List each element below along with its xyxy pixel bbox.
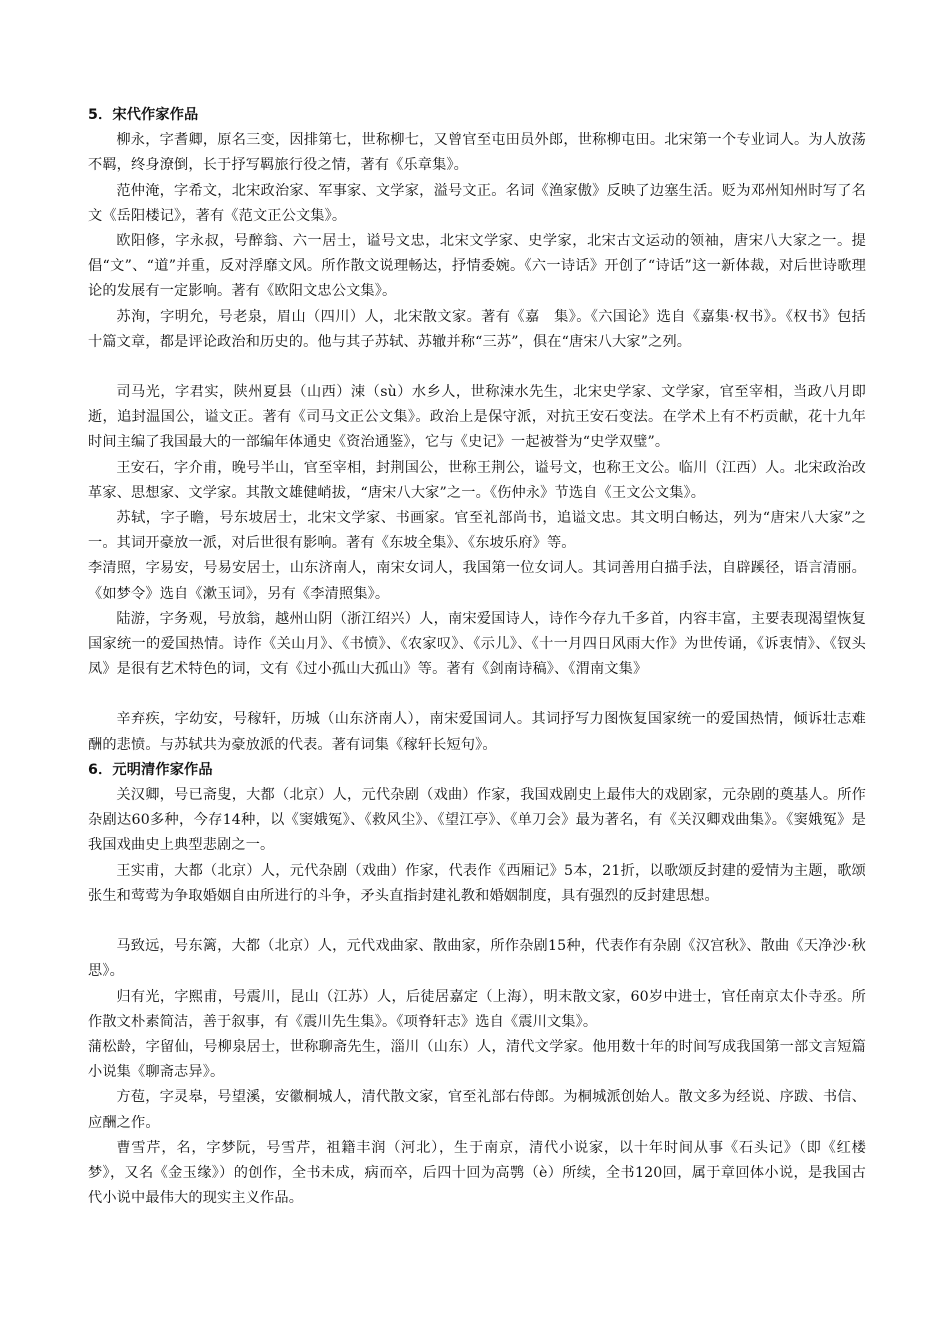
blank-line <box>88 682 866 707</box>
paragraph-su-xun: 苏洵，字明允，号老泉，眉山（四川）人，北宋散文家。著有《嘉 集》。《六国论》选自《嘉集·权书》。《权书》包括十篇文章，都是评论政治和历史的。他与其子苏轼、苏辙并称“三苏”，俱在“唐宋八大家”之列。 <box>88 308 866 350</box>
paragraph-li-qingzhao: 李清照，字易安，号易安居士，山东济南人，南宋女词人，我国第一位女词人。其词善用白描手法，自辟蹊径，语言清丽。《如梦令》选自《漱玉词》，另有《李清照集》。 <box>88 560 866 602</box>
paragraph-xin-qiji: 辛弃疾，字幼安，号稼轩，历城（山东济南人），南宋爱国词人。其词抒写力图恢复国家统一的爱国热情，倾诉壮志难酬的悲愤。与苏轼共为豪放派的代表。著有词集《稼轩长短句》。 <box>88 711 866 753</box>
paragraph-lu-you: 陆游，字务观，号放翁，越州山阴（浙江绍兴）人，南宋爱国诗人，诗作今存九千多首，内容丰富，主要表现渴望恢复国家统一的爱国热情。诗作《关山月》、《书愤》、《农家叹》、《示儿》、《十一月四日风雨大作》为世传诵，《诉衷情》、《钗头凤》是很有艺术特色的词，文有《过小孤山大孤山》等。著有《剑南诗稿》、《渭南文集》 <box>88 610 866 678</box>
paragraph-guan-hanqing: 关汉卿，号已斋叟，大都（北京）人，元代杂剧（戏曲）作家，我国戏剧史上最伟大的戏剧家，元杂剧的奠基人。所作杂剧达60多种，今存14种，以《窦娥冤》、《救风尘》、《望江亭》、《单刀会》最为著名，有《关汉卿戏曲集》。《窦娥冤》是我国戏曲史上典型悲剧之一。 <box>88 787 866 854</box>
paragraph-su-shi: 苏轼，字子瞻，号东坡居士，北宋文学家、书画家。官至礼部尚书，追谥文忠。其文明白畅达，列为“唐宋八大家”之一。其词开豪放一派，对后世很有影响。著有《东坡全集》、《东坡乐府》等。 <box>88 510 866 552</box>
document-page <box>88 103 866 1211</box>
section-heading-song: 5．宋代作家作品 <box>88 107 199 123</box>
paragraph-ouyang-xiu: 欧阳修，字永叔，号醉翁、六一居士，谥号文忠，北宋文学家、史学家，北宋古文运动的领袖，唐宋八大家之一。提倡“文”、“道”并重，反对浮靡文风。所作散文说理畅达，抒情委婉。《六一诗话》开创了“诗话”这一新体裁，对后世诗歌理论的发展有一定影响。著有《欧阳文忠公文集》。 <box>88 233 866 300</box>
paragraph-liu-yong: 柳永，字耆卿，原名三变，因排第七，世称柳七，又曾官至屯田员外郎，世称柳屯田。北宋第一个专业词人。为人放荡不羁，终身潦倒，长于抒写羁旅行役之情，著有《乐章集》。 <box>88 132 866 174</box>
paragraph-fang-bao: 方苞，字灵皋，号望溪，安徽桐城人，清代散文家，官至礼部右侍郎。为桐城派创始人。散文多为经说、序跋、书信、应酬之作。 <box>88 1089 866 1131</box>
paragraph-fan-zhongyan: 范仲淹，字希文，北宋政治家、军事家、文学家，溢号文正。名词《渔家傲》反映了边塞生活。贬为邓州知州时写了名文《岳阳楼记》，著有《范文正公文集》。 <box>88 182 866 224</box>
paragraph-cao-xueqin: 曹雪芹，名，字梦阮，号雪芹，祖籍丰润（河北），生于南京，清代小说家，以十年时间从事《石头记》（即《红楼梦》，又名《金玉缘》）的创作，全书未成，病而卒，后四十回为高鹗（è）所续，全书120回，属于章回体小说，是我国古代小说中最伟大的现实主义作品。 <box>88 1139 866 1207</box>
section-heading-yuan-ming-qing: 6．元明清作家作品 <box>88 761 213 778</box>
paragraph-pu-songling: 蒲松龄，字留仙，号柳泉居士，世称聊斋先生，淄川（山东）人，清代文学家。他用数十年的时间写成我国第一部文言短篇小说集《聊斋志异》。 <box>88 1038 866 1081</box>
paragraph-ma-zhiyuan: 马致远，号东篱，大都（北京）人，元代戏曲家、散曲家，所作杂剧15种，代表作有杂剧《汉宫秋》、散曲《天净沙·秋思》。 <box>88 938 866 980</box>
blank-line <box>88 355 866 380</box>
paragraph-wang-anshi: 王安石，字介甫，晚号半山，官至宰相，封荆国公，世称王荆公，谥号文，也称王文公。临川（江西）人。北宋政治改革家、思想家、文学家。其散文雄健峭拔，“唐宋八大家”之一。《伤仲永》节选自《王文公文集》。 <box>88 459 866 501</box>
paragraph-sima-guang: 司马光，字君实，陕州夏县（山西）涑（sù）水乡人，世称涑水先生，北宋史学家、文学家，官至宰相，当政八月即逝，追封温国公，谥文正。著有《司马文正公文集》。政治上是保守派，对抗王安石变法。在学术上有不朽贡献，花十九年时间主编了我国最大的一部编年体通史《资治通鉴》，它与《史记》一起被誉为“史学双璧”。 <box>88 384 866 451</box>
paragraph-gui-youguang: 归有光，字熙甫，号震川，昆山（江苏）人，后徒居嘉定（上海），明末散文家，60岁中进士，官任南京太仆寺丞。所作散文朴素简洁，善于叙事，有《震川先生集》。《项脊轩志》选自《震川文集》。 <box>88 988 866 1030</box>
paragraph-wang-shifu: 王实甫，大都（北京）人，元代杂剧（戏曲）作家，代表作《西厢记》5本，21折，以歌颂反封建的爱情为主题，歌颂张生和莺莺为争取婚姻自由所进行的斗争，矛头直指封建礼教和婚姻制度，具有强烈的反封建思想。 <box>88 862 866 904</box>
blank-line <box>88 909 866 934</box>
